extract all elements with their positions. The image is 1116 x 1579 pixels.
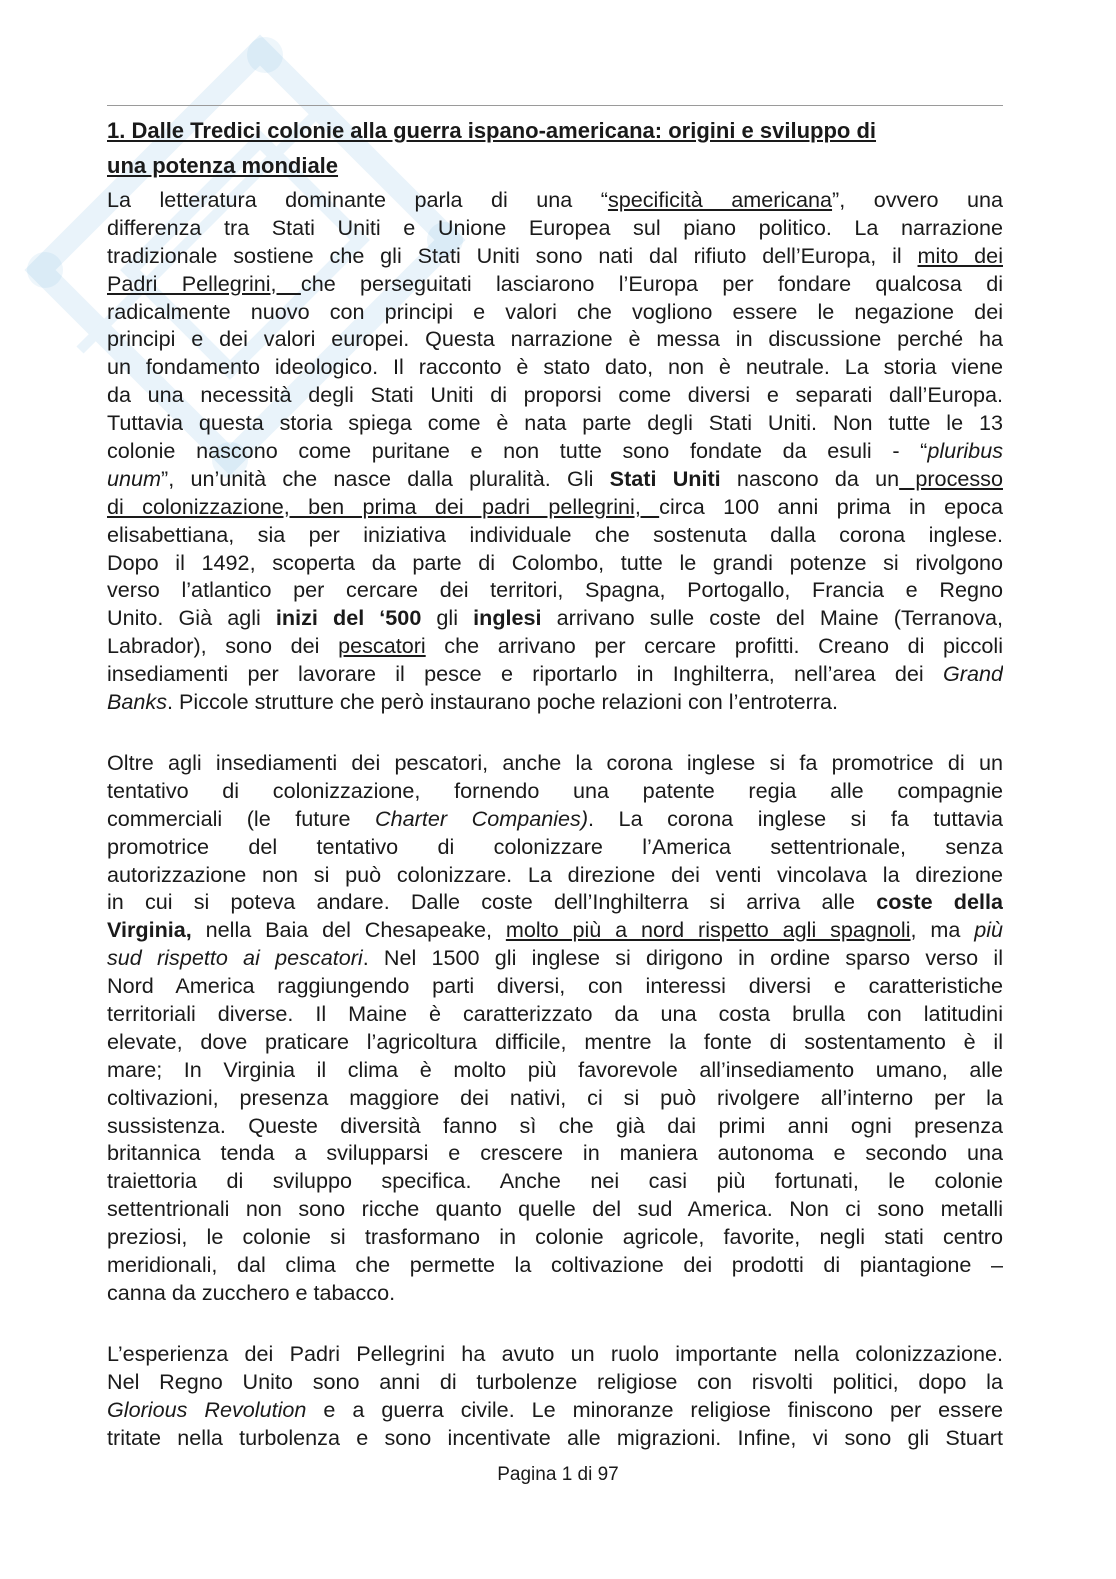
paragraph-3: [107, 1340, 1003, 1452]
underlined-term: di colonizzazione, ben prima dei padri pellegrini,: [107, 493, 660, 519]
text-run: elisabettiana, sia per iniziativa individuale che sostenuta dalla corona inglese.: [107, 521, 1003, 547]
paragraph-1: [107, 186, 1003, 716]
text-line: [107, 944, 1003, 972]
text-line: [107, 1424, 1003, 1452]
text-run: commerciali (le future: [107, 805, 376, 831]
text-run: nella Baia del Chesapeake,: [191, 917, 506, 943]
text-line: [107, 270, 1003, 298]
text-line: [107, 437, 1003, 465]
underlined-term: molto più a nord rispetto agli spagnoli: [505, 917, 911, 943]
text-line: [107, 1368, 1003, 1396]
text-run: Dopo il 1492, scoperta da parte di Colombo, tutte le grandi potenze si rivolgono: [107, 549, 1003, 575]
italic-term: Banks: [107, 689, 168, 715]
text-line: [107, 1396, 1003, 1424]
bold-term: Stati Uniti: [609, 465, 721, 491]
text-line: [107, 972, 1003, 1000]
text-run: colonie nascono come puritane e non tutte sono fondate da esuli - “: [107, 438, 928, 464]
text-run: tradizionale sostiene che gli Stati Uniti sono nati dal rifiuto dell’Europa, il: [107, 242, 918, 268]
text-line: [107, 409, 1003, 437]
text-run: Unito. Già agli: [107, 605, 276, 631]
text-line: [107, 1028, 1003, 1056]
text-line: [107, 549, 1003, 577]
text-line: [107, 833, 1003, 861]
bold-term: Virginia,: [107, 917, 192, 943]
text-run: L’esperienza dei Padri Pellegrini ha avuto un ruolo importante nella colonizzazione.: [107, 1341, 1003, 1366]
text-run: principi e dei valori europei. Questa narrazione è messa in discussione perché ha: [107, 326, 1003, 352]
text-run: radicalmente nuovo con principi e valori che vogliono essere le negazione dei: [107, 298, 1003, 324]
text-run: coltivazioni, presenza maggiore dei nativi, ci si può rivolgere all’interno per la: [107, 1084, 1003, 1110]
text-run: Nord America raggiungendo parti diversi, con interessi diversi e caratteristiche: [107, 973, 1003, 999]
text-line: [107, 1112, 1003, 1140]
text-line: [107, 325, 1003, 353]
text-line: [107, 493, 1003, 521]
text-run: settentrionali non sono ricche quanto quelle del sud America. Non ci sono metalli: [107, 1196, 1003, 1222]
text-run: da una necessità degli Stati Uniti di proporsi come diversi e separati dall’Europa.: [107, 382, 1003, 408]
title-line-1: 1. Dalle Tredici colonie alla guerra ispano-americana: origini e sviluppo di: [107, 118, 877, 143]
text-line: [107, 576, 1003, 604]
text-line: [107, 749, 1003, 777]
underlined-term: specificità americana: [607, 187, 833, 212]
text-run: mare; In Virginia il clima è molto più favorevole all’insediamento umano, alle: [107, 1056, 1003, 1082]
text-line: [107, 1084, 1003, 1112]
text-run: tritate nella turbolenza e sono incentivate alle migrazioni. Infine, vi sono gli Stuart: [107, 1424, 1003, 1450]
paragraph-2: [107, 749, 1003, 1307]
text-run: tentativo di colonizzazione, fornendo una patente regia alle compagnie: [107, 777, 1003, 803]
text-run: e a guerra civile. Le minoranze religiose finiscono per essere: [306, 1396, 1003, 1422]
text-run: meridionali, dal clima che permette la coltivazione dei prodotti di piantagione –: [107, 1252, 1003, 1278]
bold-term: inizi del ‘500: [275, 605, 422, 631]
text-line: [107, 1139, 1003, 1167]
text-line: [107, 1195, 1003, 1223]
text-line: [107, 1167, 1003, 1195]
text-run: in cui si poteva andare. Dalle coste dell’Inghilterra si arriva alle: [107, 889, 877, 915]
bold-term: inglesi: [473, 605, 542, 631]
underlined-term: processo: [899, 465, 1003, 491]
text-run: ”, un’unità che nasce dalla pluralità. Gli: [161, 465, 610, 491]
text-line: [107, 688, 1003, 716]
text-line: [107, 298, 1003, 326]
text-run: . Piccole strutture che però instaurano poche relazioni con l’entroterra.: [167, 689, 838, 715]
underlined-term: Padri Pellegrini,: [107, 270, 301, 296]
text-run: Labrador), sono dei: [107, 633, 339, 659]
text-run: che perseguitati lasciarono l’Europa per fondare qualcosa di: [300, 270, 1003, 296]
text-run: Tuttavia questa storia spiega come è nata parte degli Stati Uniti. Non tutte le 13: [107, 410, 1003, 436]
text-line: [107, 1340, 1003, 1368]
text-line: [107, 214, 1003, 242]
header-rule: [107, 105, 1003, 106]
text-line: [107, 888, 1003, 916]
text-line: [107, 242, 1003, 270]
text-line: [107, 805, 1003, 833]
italic-term: Grand: [942, 661, 1003, 687]
title-line-2: una potenza mondiale: [107, 153, 339, 178]
text-run: sussistenza. Queste diversità fanno sì che già dai primi anni ogni presenza: [107, 1112, 1003, 1138]
text-line: [107, 604, 1003, 632]
text-line: [107, 916, 1003, 944]
text-run: canna da zucchero e tabacco.: [107, 1279, 396, 1305]
text-run: un fondamento ideologico. Il racconto è stato dato, non è neutrale. La storia viene: [107, 354, 1003, 380]
underlined-term: pescatori: [338, 633, 426, 659]
text-run: nascono da un: [720, 465, 900, 491]
text-run: che arrivano per cercare profitti. Creano di piccoli: [425, 633, 1003, 659]
text-run: gli: [421, 605, 474, 631]
text-run: differenza tra Stati Uniti e Unione Europea sul piano politico. La narrazione: [107, 214, 1003, 240]
text-line: [107, 521, 1003, 549]
text-run: . Nel 1500 gli inglese si dirigono in ordine sparso verso il: [362, 945, 1003, 971]
text-run: Nel Regno Unito sono anni di turbolenze religiose con risvolti politici, dopo la: [107, 1368, 1003, 1394]
text-line: [107, 353, 1003, 381]
text-run: insediamenti per lavorare il pesce e riportarlo in Inghilterra, nell’area dei: [107, 661, 943, 687]
text-line: [107, 186, 1003, 214]
section-title: [107, 113, 1003, 183]
text-line: [107, 777, 1003, 805]
text-run: arrivano sulle coste del Maine (Terranova,: [541, 605, 1003, 631]
text-run: verso l’atlantico per cercare dei territori, Spagna, Portogallo, Francia e Regno: [107, 577, 1003, 603]
italic-term: Charter Companies): [375, 805, 589, 831]
text-line: [107, 1056, 1003, 1084]
text-run: britannica tenda a svilupparsi e crescere in maniera autonoma e secondo una: [107, 1140, 1003, 1166]
text-run: circa 100 anni prima in epoca: [659, 493, 1003, 519]
text-line: [107, 1000, 1003, 1028]
italic-term: più: [974, 917, 1003, 943]
text-run: preziosi, le colonie si trasformano in colonie agricole, favorite, negli stati centro: [107, 1224, 1003, 1250]
text-line: [107, 1223, 1003, 1251]
text-run: ”, ovvero una: [832, 187, 1003, 212]
italic-term: Glorious Revolution: [107, 1396, 307, 1422]
text-line: [107, 465, 1003, 493]
text-line: [107, 861, 1003, 889]
text-line: [107, 381, 1003, 409]
text-run: traiettoria di sviluppo specifica. Anche nei casi più fortunati, le colonie: [107, 1168, 1003, 1194]
text-run: . La corona inglese si fa tuttavia: [588, 805, 1003, 831]
text-run: autorizzazione non si può colonizzare. La direzione dei venti vincolava la direzione: [107, 861, 1003, 887]
text-line: [107, 660, 1003, 688]
text-run: promotrice del tentativo di colonizzare l’America settentrionale, senza: [107, 833, 1003, 859]
text-run: Oltre agli insediamenti dei pescatori, anche la corona inglese si fa promotrice di un: [107, 750, 1003, 775]
text-run: territoriali diverse. Il Maine è caratterizzato da una costa brulla con latitudini: [107, 1001, 1003, 1027]
italic-term: unum: [107, 465, 162, 491]
italic-term: pluribus: [927, 438, 1003, 464]
text-line: [107, 632, 1003, 660]
italic-term: sud rispetto ai pescatori: [107, 945, 363, 971]
bold-term: coste della: [876, 889, 1003, 915]
text-run: La letteratura dominante parla di una “: [107, 187, 608, 212]
text-run: elevate, dove praticare l’agricoltura difficile, mentre la fonte di sostentamento è il: [107, 1028, 1003, 1054]
page-number: Pagina 1 di 97: [497, 1464, 619, 1485]
text-run: , ma: [910, 917, 975, 943]
text-line: [107, 1279, 1003, 1307]
underlined-term: mito dei: [917, 242, 1003, 268]
text-line: [107, 1251, 1003, 1279]
